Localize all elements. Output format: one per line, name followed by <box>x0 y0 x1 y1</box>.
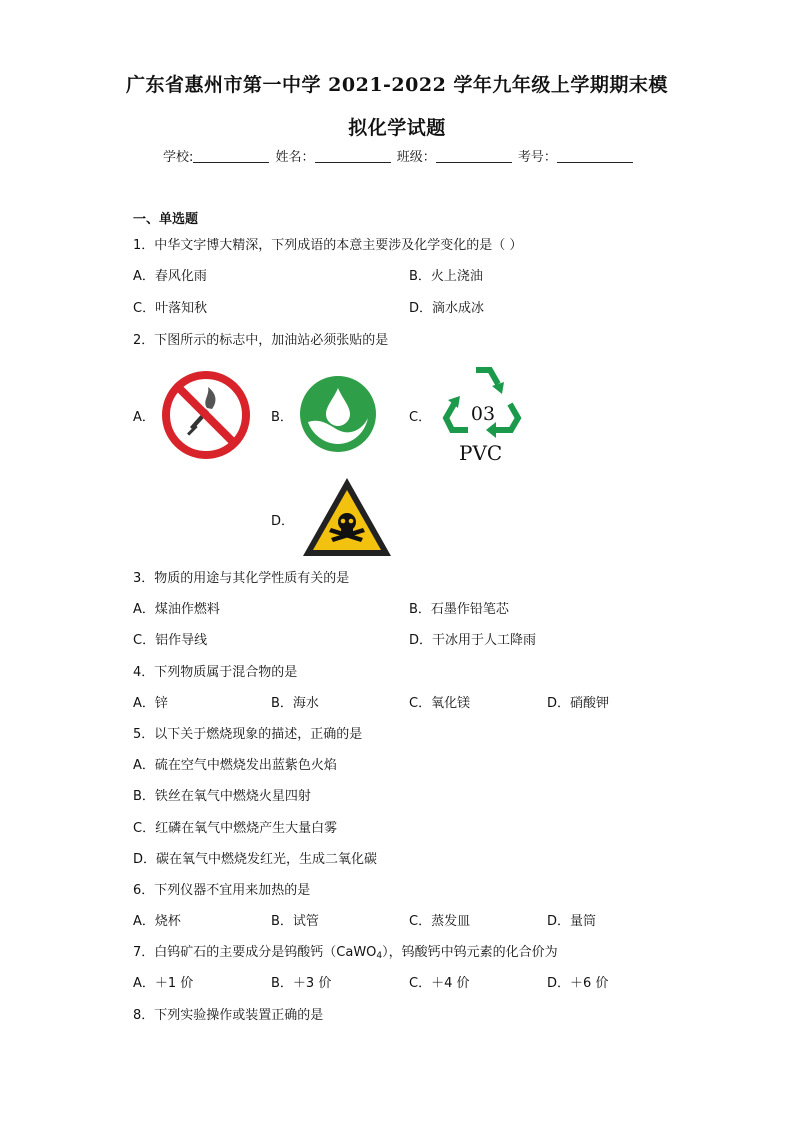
q4-option-c: C．氧化镁 <box>409 696 471 711</box>
q3-option-a: A．煤油作燃料 <box>133 602 220 617</box>
class-label: 班级： <box>396 150 436 165</box>
q7-option-b: B．＋3 价 <box>271 976 332 991</box>
toxic-warning-sign-icon <box>301 476 393 558</box>
q6-option-d: D．量筒 <box>547 914 597 929</box>
q4-option-d: D．硝酸钾 <box>547 696 610 711</box>
question-6-stem: 6．下列仪器不宜用来加热的是 <box>133 883 311 898</box>
q2-option-c: C． <box>409 410 432 425</box>
q7-option-a: A．＋1 价 <box>133 976 194 991</box>
water-saving-sign-icon <box>298 374 378 454</box>
recycle-number: 03 <box>470 403 496 425</box>
q2-option-b: B． <box>271 410 293 425</box>
q2-option-a: A． <box>133 410 155 425</box>
question-1-stem: 1．中华文字博大精深，下列成语的本意主要涉及化学变化的是（ ） <box>133 238 523 253</box>
class-blank <box>436 149 512 163</box>
exam-no-blank <box>557 149 633 163</box>
question-7-stem <box>133 941 558 961</box>
school-blank <box>193 149 269 163</box>
q7-stem-post: ），钨酸钙中钨元素的化合价为 <box>382 945 558 960</box>
q1-option-a: A．春风化雨 <box>133 269 207 284</box>
q4-option-b: B．海水 <box>271 696 319 711</box>
q5-option-a: A．硫在空气中燃烧发出蓝紫色火焰 <box>133 758 337 773</box>
q1-option-b: B．火上浇油 <box>409 269 483 284</box>
q5-option-b: B．铁丝在氧气中燃烧火星四射 <box>133 789 311 804</box>
q3-option-d: D．干冰用于人工降雨 <box>409 633 537 648</box>
q7-option-d: D．＋6 价 <box>547 976 609 991</box>
exam-title-line2: 拟化学试题 <box>348 117 446 139</box>
q1-option-d: D．滴水成冰 <box>409 301 485 316</box>
recycle-code-label: PVC <box>459 441 503 465</box>
school-label: 学校: <box>163 150 194 165</box>
name-blank <box>315 149 391 163</box>
q5-option-d: D．碳在氧气中燃烧发红光，生成二氧化碳 <box>133 852 378 867</box>
q7-stem-subscript: 4 <box>376 951 383 961</box>
q1-option-c: C．叶落知秋 <box>133 301 208 316</box>
no-fire-sign-icon <box>160 369 252 461</box>
q5-option-c: C．红磷在氧气中燃烧产生大量白雾 <box>133 821 338 836</box>
exam-title-line1: 广东省惠州市第一中学 2021-2022 学年九年级上学期期末模 <box>126 74 668 96</box>
question-5-stem: 5．以下关于燃烧现象的描述，正确的是 <box>133 727 363 742</box>
q6-option-b: B．试管 <box>271 914 319 929</box>
q7-option-c: C．＋4 价 <box>409 976 470 991</box>
q6-option-c: C．蒸发皿 <box>409 914 471 929</box>
exam-no-label: 考号： <box>517 150 557 165</box>
question-3-stem: 3．物质的用途与其化学性质有关的是 <box>133 571 350 586</box>
section-heading: 一、单选题 <box>133 212 199 227</box>
name-label: 姓名： <box>275 150 315 165</box>
q4-option-a: A．锌 <box>133 696 168 711</box>
student-info-row <box>163 146 635 165</box>
question-2-stem: 2．下图所示的标志中，加油站必须张贴的是 <box>133 333 389 348</box>
question-4-stem: 4．下列物质属于混合物的是 <box>133 665 298 680</box>
q3-option-b: B．石墨作铅笔芯 <box>409 602 509 617</box>
q7-stem-pre: 7．白钨矿石的主要成分是钨酸钙（CaWO <box>133 945 377 960</box>
q3-option-c: C．铝作导线 <box>133 633 208 648</box>
q6-option-a: A．烧杯 <box>133 914 181 929</box>
recycle-pvc-icon <box>438 360 528 440</box>
question-8-stem: 8．下列实验操作或装置正确的是 <box>133 1008 324 1023</box>
q2-option-d: D． <box>271 514 295 529</box>
